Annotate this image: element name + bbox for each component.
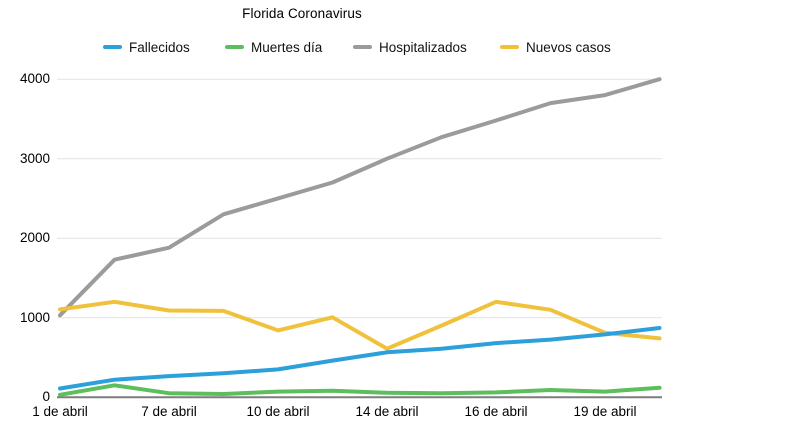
legend-label-muertes-dia: Muertes día <box>251 39 323 55</box>
series-line-hospitalizados <box>60 79 660 315</box>
x-tick-16-abril: 16 de abril <box>464 404 528 419</box>
x-tick-1-abril: 1 de abril <box>32 404 88 419</box>
x-tick-10-abril: 10 de abril <box>246 404 310 419</box>
series-line-nuevos-casos <box>60 302 660 349</box>
x-tick-14-abril: 14 de abril <box>355 404 419 419</box>
legend-label-fallecidos: Fallecidos <box>129 39 190 55</box>
series-line-muertes-día <box>60 385 660 395</box>
chart-title: Florida Coronavirus <box>242 6 362 21</box>
legend-label-nuevos-casos: Nuevos casos <box>526 39 611 55</box>
y-tick-4000: 4000 <box>19 71 50 86</box>
series-line-fallecidos <box>60 328 660 389</box>
x-tick-7-abril: 7 de abril <box>141 404 197 419</box>
x-tick-19-abril: 19 de abril <box>573 404 637 419</box>
y-tick-2000: 2000 <box>19 230 50 245</box>
y-tick-1000: 1000 <box>19 310 50 325</box>
y-tick-3000: 3000 <box>19 151 50 166</box>
y-tick-0: 0 <box>42 389 50 404</box>
legend-label-hospitalizados: Hospitalizados <box>379 39 467 55</box>
